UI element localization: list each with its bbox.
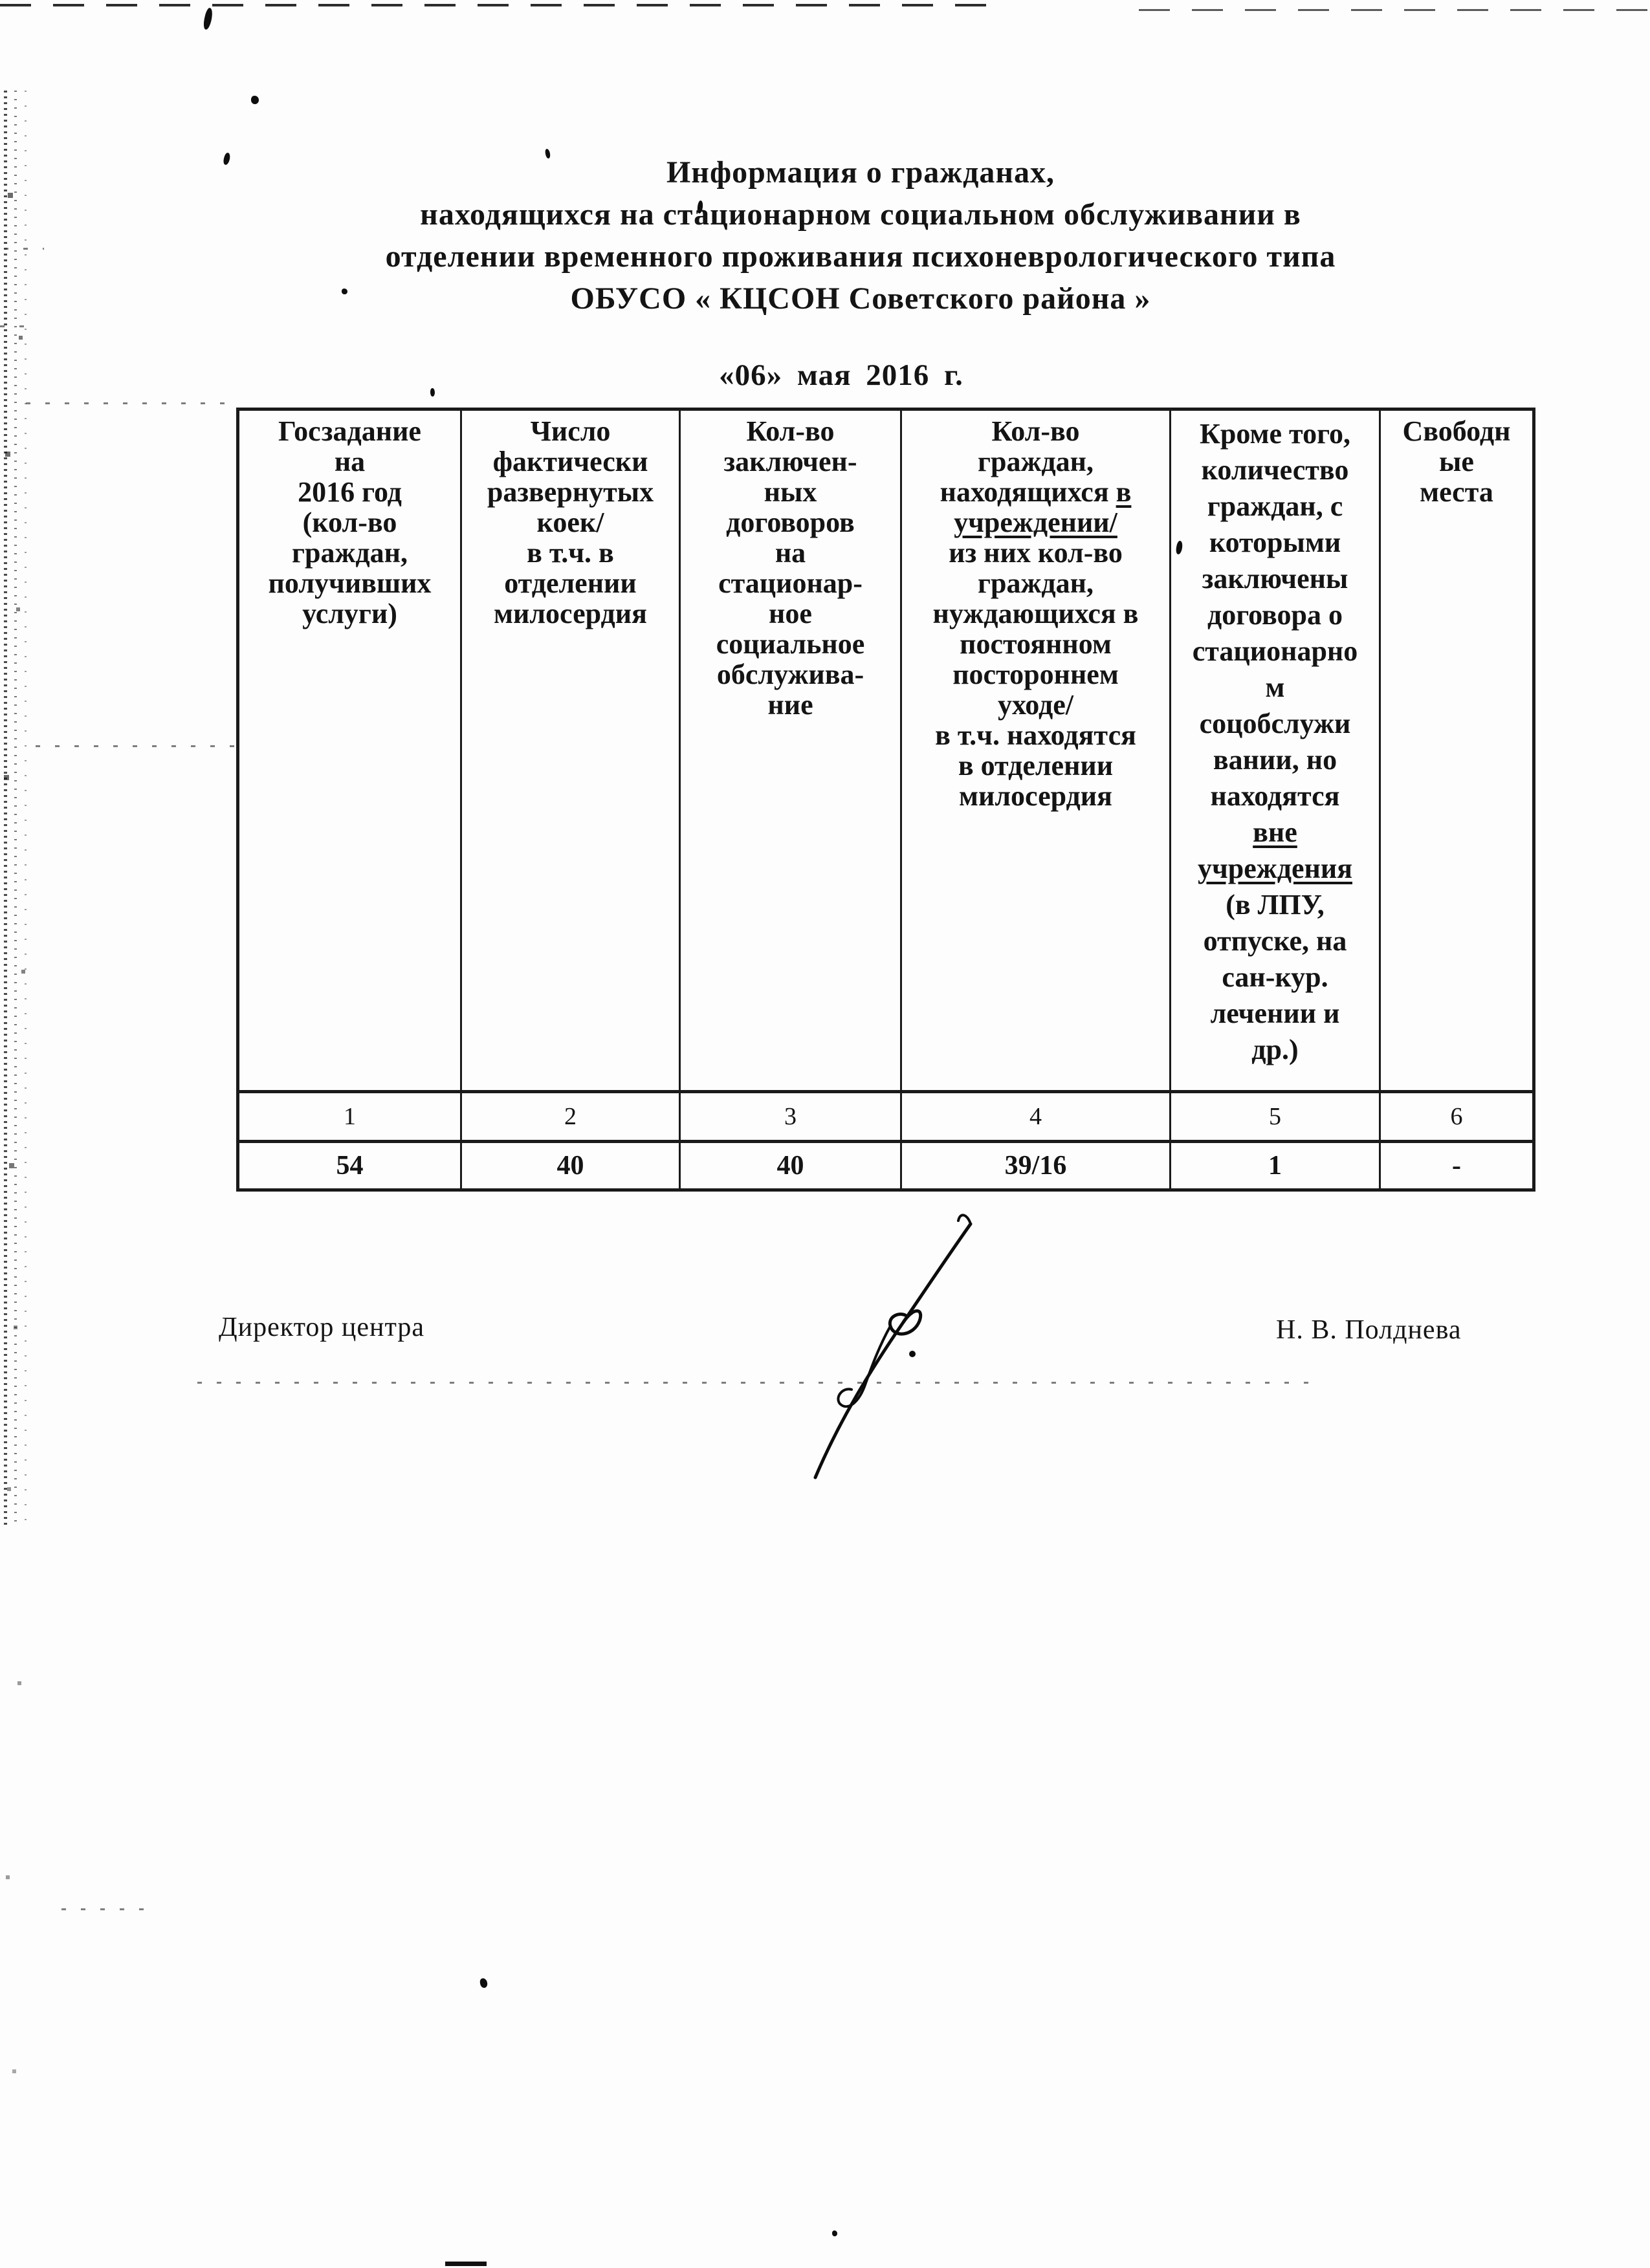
report-table — [236, 408, 1535, 1192]
scan-artifact-mark — [832, 2230, 837, 2236]
table-cell: 39/16 — [901, 1142, 1171, 1190]
scan-artifact-dashes — [0, 325, 31, 327]
column-number-row — [238, 1092, 1534, 1142]
scan-artifact-dashes — [36, 745, 236, 747]
director-name: Н. В. Полднева — [1276, 1315, 1462, 1345]
title-line-2: находящихся на стационарном социальном обслуживании в — [420, 197, 1301, 232]
scan-artifact-mark — [251, 96, 259, 104]
table-cell: 40 — [680, 1142, 901, 1190]
title-line-3: отделении временного проживания психоневрологического типа — [385, 239, 1336, 274]
scan-artifact-dashes — [61, 1908, 146, 1910]
title-line-4: ОБУСО « КЦСОН Советского района » — [570, 281, 1151, 316]
table-header-citizens-outside: Кроме того, количество граждан, с которыми заключены договора о стационарно м соцобслужи вании, но находятся вне учреждения (в ЛПУ, отпуске, на сан-кур. лечении и др.) — [1171, 409, 1380, 1092]
table-header-beds: Число фактически развернутых коек/ в т.ч. в отделении милосердия — [461, 409, 680, 1092]
document-title — [58, 151, 1650, 320]
director-label: Директор центра — [219, 1313, 425, 1342]
scan-artifact-footer-dots — [197, 1382, 1317, 1384]
table-cell: 3 — [680, 1092, 901, 1142]
table-cell: 6 — [1380, 1092, 1534, 1142]
table-cell: 1 — [1171, 1142, 1380, 1190]
report-date: «06» мая 2016 г. — [719, 358, 963, 392]
table-header-gos-zadanie: Госзадание на 2016 год (кол-во граждан, получивших услуги) — [238, 409, 461, 1092]
table-cell: 5 — [1171, 1092, 1380, 1142]
scan-artifact-top-dashes — [0, 4, 1000, 6]
table-cell: 54 — [238, 1142, 461, 1190]
scan-artifact-top-dashes-right — [1139, 9, 1650, 11]
scan-artifact-dashes — [26, 402, 233, 404]
title-line-1: Информация о гражданах, — [666, 155, 1055, 190]
table-cell: 40 — [461, 1142, 680, 1190]
table-header-citizens-in-institution: Кол-во граждан, находящихся в учреждении/ из них кол-во граждан, нуждающихся в постоянном постороннем уходе/ в т.ч. находятся в отделении милосердия — [901, 409, 1171, 1092]
table-header-contracts: Кол-во заключен- ных договоров на стационар- ное социальное обслужива- ние — [680, 409, 901, 1092]
scan-artifact-left-noise — [0, 91, 30, 1527]
signature — [775, 1198, 989, 1489]
table-cell: 1 — [238, 1092, 461, 1142]
scan-artifact-dashes — [4, 248, 44, 250]
scan-artifact-mark — [479, 1978, 489, 1989]
table-header-row — [238, 409, 1534, 1092]
table-cell: 4 — [901, 1092, 1171, 1142]
scan-artifact-speckles — [0, 0, 3, 3]
scan-artifact-bottom-mark — [445, 2262, 487, 2266]
table-values-row — [238, 1142, 1534, 1190]
table-cell: 2 — [461, 1092, 680, 1142]
table-cell: - — [1380, 1142, 1534, 1190]
table-header-free-places: Свободн ые места — [1380, 409, 1534, 1092]
scan-artifact-mark — [203, 7, 214, 30]
